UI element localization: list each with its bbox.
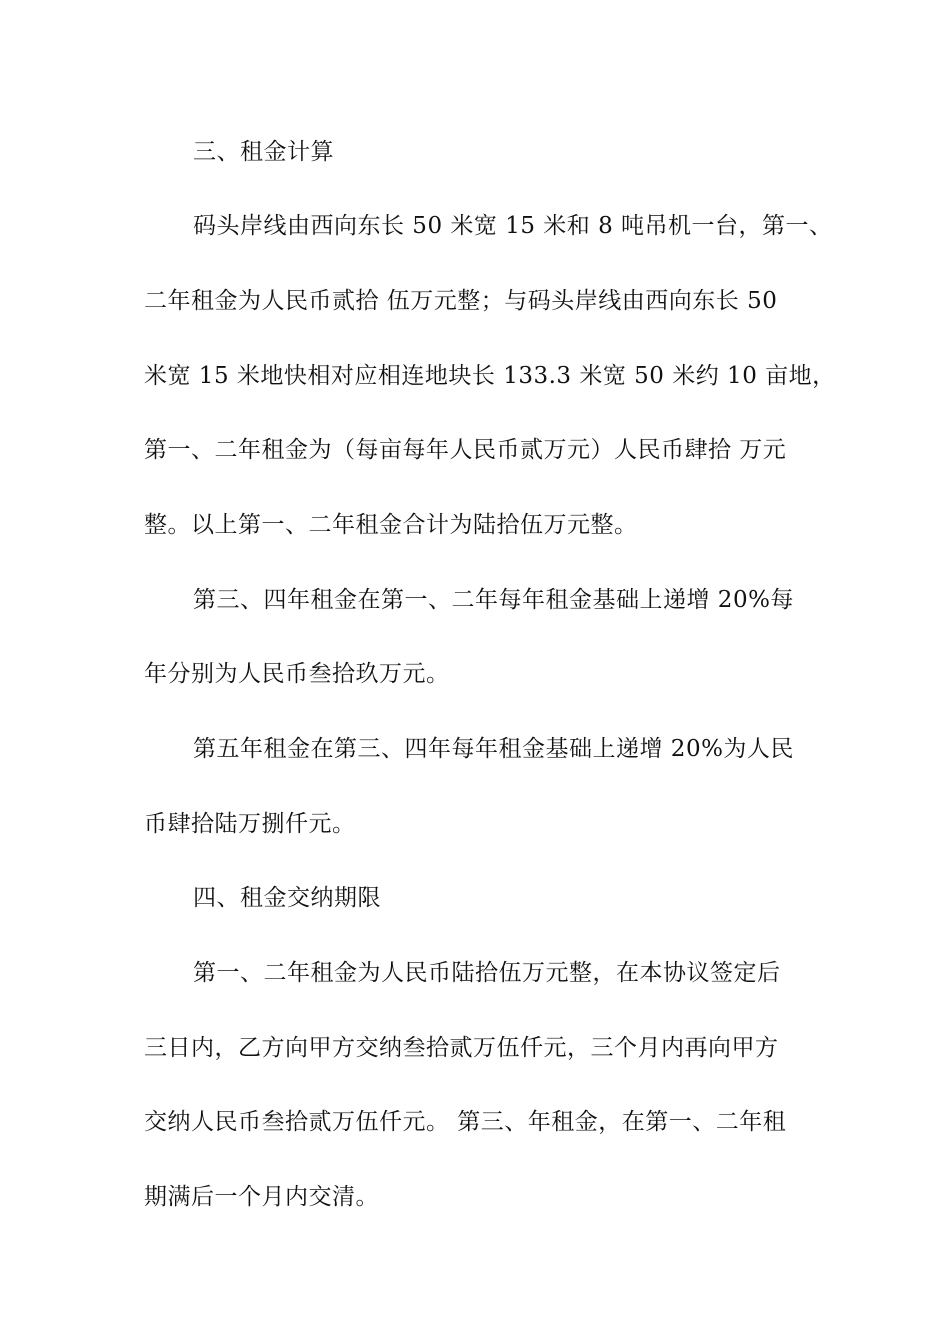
paragraph-line: 三日内，乙方向甲方交纳叁拾贰万伍仟元，三个月内再向甲方 <box>144 1035 779 1061</box>
paragraph-line: 整。以上第一、二年租金合计为陆拾伍万元整。 <box>144 512 638 538</box>
section-heading-payment-term: 四、租金交纳期限 <box>193 885 381 911</box>
paragraph-line: 第三、四年租金在第一、二年每年租金基础上递增 20%每 <box>193 587 794 613</box>
paragraph-line: 第一、二年租金为人民币陆拾伍万元整，在本协议签定后 <box>193 960 781 986</box>
section-heading-rent-calculation: 三、租金计算 <box>193 139 334 165</box>
paragraph-line: 第五年租金在第三、四年每年租金基础上递增 20%为人民 <box>193 736 794 762</box>
paragraph-line: 币肆拾陆万捌仟元。 <box>144 811 356 837</box>
paragraph-line: 交纳人民币叁拾贰万伍仟元。 第三、年租金，在第一、二年租 <box>144 1109 787 1135</box>
paragraph-line: 码头岸线由西向东长 50 米宽 15 米和 8 吨吊机一台，第一、 <box>193 213 833 239</box>
paragraph-line: 二年租金为人民币贰拾 伍万元整；与码头岸线由西向东长 50 <box>144 288 778 314</box>
paragraph-line: 第一、二年租金为（每亩每年人民币贰万元）人民币肆拾 万元 <box>144 437 787 463</box>
paragraph-line: 米宽 15 米地快相对应相连地块长 133.3 米宽 50 米约 10 亩地， <box>144 363 836 389</box>
paragraph-line: 期满后一个月内交清。 <box>144 1184 379 1210</box>
paragraph-line: 年分别为人民币叁拾玖万元。 <box>144 661 450 687</box>
